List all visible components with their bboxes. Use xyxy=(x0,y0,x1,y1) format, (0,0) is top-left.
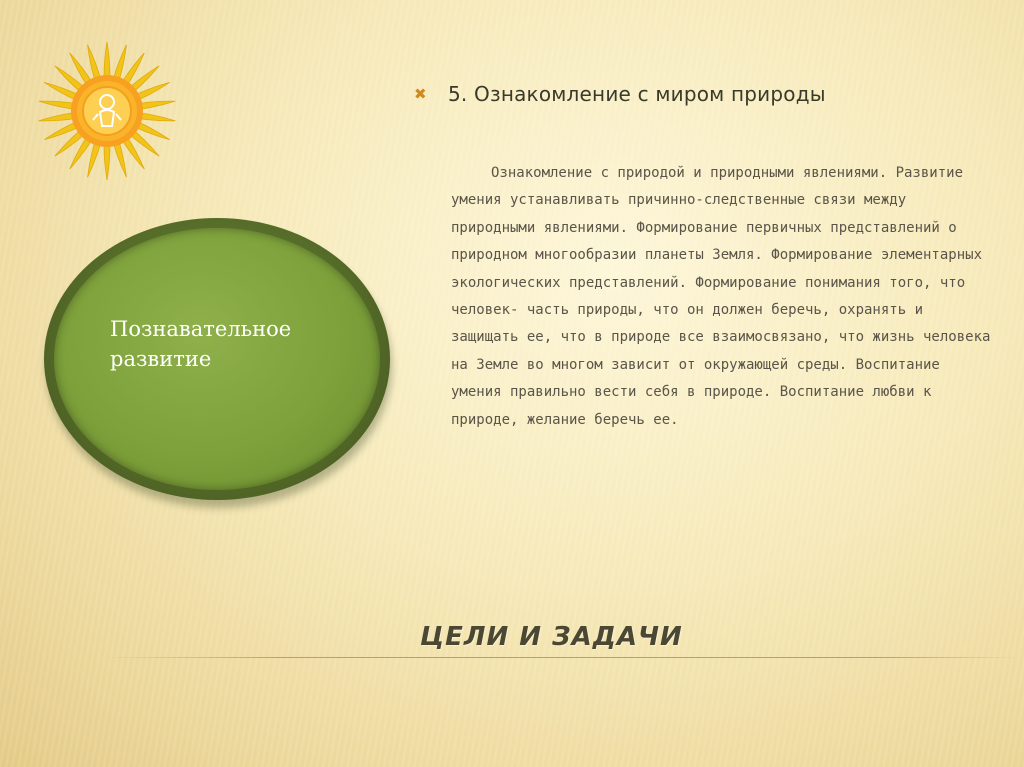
category-ellipse xyxy=(44,218,396,508)
x-bullet-icon: ✖ xyxy=(414,85,427,103)
body-paragraph: Ознакомление с природой и природными явлениями. Развитие умения устанавливать причинно-следственные связи между природными явлениями. Формирование первичных представлений о природном многообразии планеты Земля. Формирование элементарных экологических представлений. Формирование понимания того, что человек- часть природы, что он должен беречь, охранять и защищать ее, что в природе все взаимосвязано, что жизнь человека на Земле во многом зависит от окружающей среды. Воспитание умения правильно вести себя в природе. Воспитание любви к природе, желание беречь ее. xyxy=(451,165,991,428)
sun-flower-logo-icon xyxy=(34,38,180,184)
category-label: Познавательное развитие xyxy=(110,317,292,371)
section-heading: 5. Ознакомление с миром природы xyxy=(448,82,826,106)
slide-title: ЦЕЛИ И ЗАДАЧИ xyxy=(420,622,683,652)
footer-divider xyxy=(100,657,1020,658)
bullet-item xyxy=(414,79,826,109)
